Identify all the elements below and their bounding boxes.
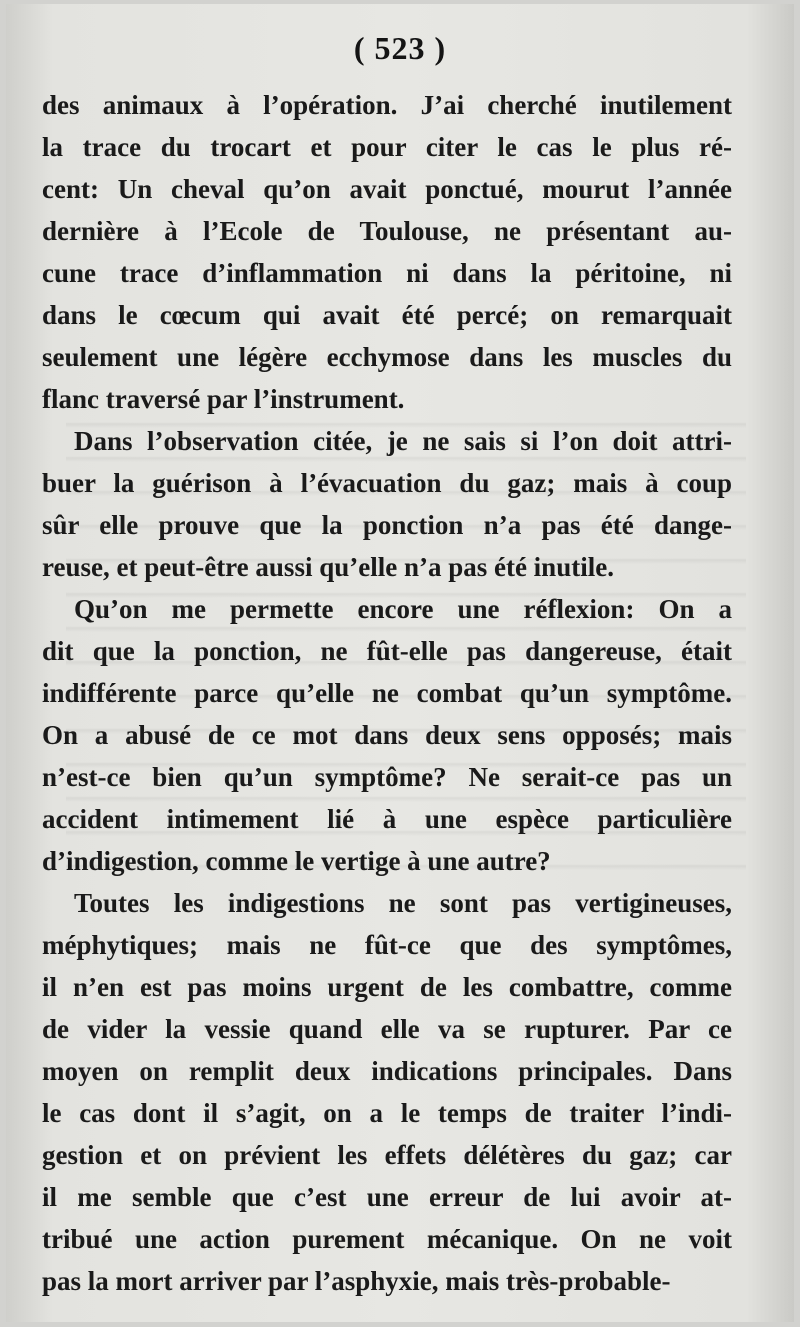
paragraph-3-line: On a abusé de ce mot dans deux sens opposés; mais	[42, 720, 732, 750]
paragraph-1-line: cent: Un cheval qu’on avait ponctué, mourut l’année	[42, 174, 732, 204]
paragraph-1-line: la trace du trocart et pour citer le cas le plus ré-	[42, 132, 732, 162]
paragraph-3-line: dit que la ponction, ne fût-elle pas dangereuse, était	[42, 636, 732, 666]
paragraph-1-line: cune trace d’inflammation ni dans la péritoine, ni	[42, 258, 732, 288]
paragraph-4-line: il n’en est pas moins urgent de les combattre, comme	[42, 972, 732, 1002]
paragraph-2-line: sûr elle prouve que la ponction n’a pas été dange-	[42, 510, 732, 540]
paragraph-2-line: reuse, et peut-être aussi qu’elle n’a pas été inutile.	[42, 552, 614, 582]
paragraph-1-line: flanc traversé par l’instrument.	[42, 384, 405, 414]
paragraph-4-line: moyen on remplit deux indications principales. Dans	[42, 1056, 732, 1086]
paragraph-1-line: seulement une légère ecchymose dans les muscles du	[42, 342, 732, 372]
paragraph-2-line: Dans l’observation citée, je ne sais si l’on doit attri-	[74, 426, 732, 456]
paragraph-3-line: d’indigestion, comme le vertige à une autre?	[42, 846, 551, 876]
paragraph-3-line: Qu’on me permette encore une réflexion: On a	[74, 594, 732, 624]
paragraph-3-line: n’est-ce bien qu’un symptôme? Ne serait-ce pas un	[42, 762, 732, 792]
paragraph-2-line: buer la guérison à l’évacuation du gaz; mais à coup	[42, 468, 732, 498]
paragraph-3-line: indifférente parce qu’elle ne combat qu’un symptôme.	[42, 678, 732, 708]
paragraph-4-line: Toutes les indigestions ne sont pas vertigineuses,	[74, 888, 732, 918]
paragraph-1-line: dans le cœcum qui avait été percé; on remarquait	[42, 300, 732, 330]
paragraph-4-line: tribué une action purement mécanique. On ne voit	[42, 1224, 732, 1254]
paragraph-4-line: le cas dont il s’agit, on a le temps de traiter l’indi-	[42, 1098, 732, 1128]
paragraph-4-line: il me semble que c’est une erreur de lui avoir at-	[42, 1182, 732, 1212]
paragraph-1-line: des animaux à l’opération. J’ai cherché inutilement	[42, 90, 732, 120]
body-text	[42, 84, 732, 1302]
page-number: ( 523 )	[353, 30, 447, 66]
paragraph-4-line: gestion et on prévient les effets délétères du gaz; car	[42, 1140, 732, 1170]
paragraph-4-line: de vider la vessie quand elle va se rupturer. Par ce	[42, 1014, 732, 1044]
paragraph-1-line: dernière à l’Ecole de Toulouse, ne présentant au-	[42, 216, 732, 246]
paragraph-3-line: accident intimement lié à une espèce particulière	[42, 804, 732, 834]
paragraph-4-line: pas la mort arriver par l’asphyxie, mais très-probable-	[42, 1266, 671, 1296]
paragraph-4-line: méphytiques; mais ne fût-ce que des symptômes,	[42, 930, 732, 960]
